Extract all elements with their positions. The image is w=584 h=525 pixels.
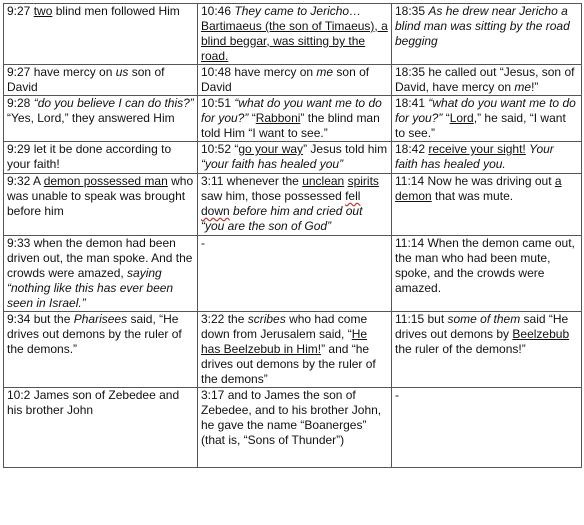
cell-text: was sitting by the road. (201, 34, 366, 63)
table-row (4, 388, 582, 468)
cell-text: “you are the son of God” (201, 219, 332, 233)
table-cell (392, 174, 582, 236)
cell-text: 3:17 and to James the son of Zebedee, and to his brother John, he gave the name “Boanerges” (that is, “Sons of Thunder”) (201, 388, 382, 447)
cell-text: 10:52 “ (201, 142, 239, 156)
cell-text: 18:35 (395, 4, 429, 18)
cell-text: blind men followed Him (52, 4, 180, 18)
cell-text: 18:41 (395, 96, 429, 110)
cell-text: ,” he said, “I want to see.” (395, 111, 566, 140)
cell-text: 9:34 but the (7, 312, 74, 326)
cell-text: 10:46 (201, 4, 235, 18)
table-cell (198, 388, 392, 468)
cell-text: Beelzebub (512, 327, 570, 341)
cell-text: 3:11 whenever the (201, 174, 303, 188)
cell-text: ” and “he drives out demons by the ruler of the demons” (201, 342, 376, 386)
table-cell (392, 4, 582, 65)
cell-text: “ (442, 111, 450, 125)
cell-text: two (33, 4, 53, 18)
cell-text: said “He drives out demons by (395, 312, 569, 341)
cell-text: “what do you want me to do for you?” (395, 96, 576, 125)
table-cell (198, 65, 392, 96)
table-cell (198, 4, 392, 65)
cell-text: “do you believe I can do this?” (33, 96, 194, 110)
cell-text: scribes (247, 312, 286, 326)
cell-text: Lord (449, 111, 474, 125)
table-cell (392, 312, 582, 388)
cell-text: 9:28 (7, 96, 34, 110)
cell-text: Pharisees (73, 312, 128, 326)
cell-text: fell down (201, 189, 361, 218)
cell-text: go your way (238, 142, 304, 156)
table-row (4, 142, 582, 174)
table-cell (198, 312, 392, 388)
cell-text: said, “He drives out demons by the ruler of the demons.” (7, 312, 182, 356)
cell-text: who had come down from Jerusalem said, “ (201, 312, 368, 341)
cell-text: son of David (7, 65, 165, 94)
cell-text: us (115, 65, 129, 79)
cell-text: spirits (347, 174, 379, 188)
cell-text: “your faith has healed you” (201, 157, 344, 171)
cell-text: 9:27 have mercy on (7, 65, 116, 79)
cell-text: - (201, 236, 205, 250)
table-cell (4, 142, 198, 174)
cell-text: !” (531, 80, 539, 94)
cell-text: 9:32 A (7, 174, 44, 188)
table-cell (198, 96, 392, 142)
gospel-comparison-table (3, 3, 582, 468)
cell-text: He has Beelzebub in Him! (201, 327, 368, 356)
table-cell (4, 312, 198, 388)
cell-text: 11:15 but (395, 312, 448, 326)
table-cell (4, 4, 198, 65)
cell-text: demon possessed man (43, 174, 168, 188)
table-row (4, 236, 582, 312)
cell-text: a demon (395, 174, 562, 203)
table-cell (198, 236, 392, 312)
table-row (4, 96, 582, 142)
cell-text: some of them (447, 312, 521, 326)
cell-text: ” Jesus told him (303, 142, 388, 156)
cell-text: ” the blind man told Him “I want to see.” (201, 111, 380, 140)
cell-text: - (395, 388, 399, 402)
cell-text: 11:14 When the demon came out, the man who had been mute, spoke, and the crowds were amazed. (395, 236, 575, 295)
cell-text: receive your sight! (428, 142, 526, 156)
cell-text: unclean (302, 174, 345, 188)
table-row (4, 65, 582, 96)
table-cell (392, 65, 582, 96)
cell-text: 10:48 have mercy on (201, 65, 317, 79)
cell-text: 18:42 (395, 142, 429, 156)
cell-text: who was unable to speak was brought before him (7, 174, 194, 218)
cell-text: They came to Jericho… (234, 4, 362, 18)
table-cell (392, 388, 582, 468)
table-cell (4, 174, 198, 236)
cell-text: son of David (201, 65, 370, 94)
cell-text: Your faith has healed you. (395, 142, 554, 171)
cell-text: me (316, 65, 334, 79)
cell-text: 18:35 he called out “Jesus, son of David, have mercy on (395, 65, 575, 94)
table-cell (4, 388, 198, 468)
cell-text: saw him, those possessed (201, 189, 346, 203)
table-row (4, 4, 582, 65)
cell-text: As he drew near Jericho a blind man was sitting by the road begging (395, 4, 570, 48)
cell-text: 10:2 James son of Zebedee and his brother John (7, 388, 180, 417)
table-cell (4, 65, 198, 96)
cell-text: 9:33 when the demon had been driven out, the man spoke. And the crowds were amazed, (7, 236, 193, 280)
cell-text: that was mute. (431, 189, 514, 203)
cell-text: 3:22 the (201, 312, 248, 326)
cell-text: Bartimaeus (the son of Timaeus), a blind beggar, (201, 19, 388, 48)
table-cell (392, 236, 582, 312)
cell-text: 9:27 (7, 4, 34, 18)
cell-text: 9:29 let it be done according to your faith! (7, 142, 172, 171)
table-body (4, 4, 582, 468)
table-row (4, 312, 582, 388)
cell-text: 11:14 Now he was driving out (395, 174, 555, 188)
cell-text: me (514, 80, 532, 94)
table-cell (392, 96, 582, 142)
cell-text: before him and cried out (229, 204, 363, 218)
table-cell (198, 142, 392, 174)
cell-text: 10:51 (201, 96, 235, 110)
cell-text: the ruler of the demons!” (395, 342, 526, 356)
cell-text: Rabboni (255, 111, 301, 125)
table-row (4, 174, 582, 236)
cell-text: saying “nothing like this has ever been seen in Israel.” (7, 266, 174, 310)
table-cell (4, 96, 198, 142)
table-cell (198, 174, 392, 236)
table-cell (392, 142, 582, 174)
cell-text: “what do you want me to do for you?” (201, 96, 382, 125)
table-cell (4, 236, 198, 312)
cell-text: “Yes, Lord,” they answered Him (7, 111, 175, 125)
cell-text: “ (248, 111, 256, 125)
